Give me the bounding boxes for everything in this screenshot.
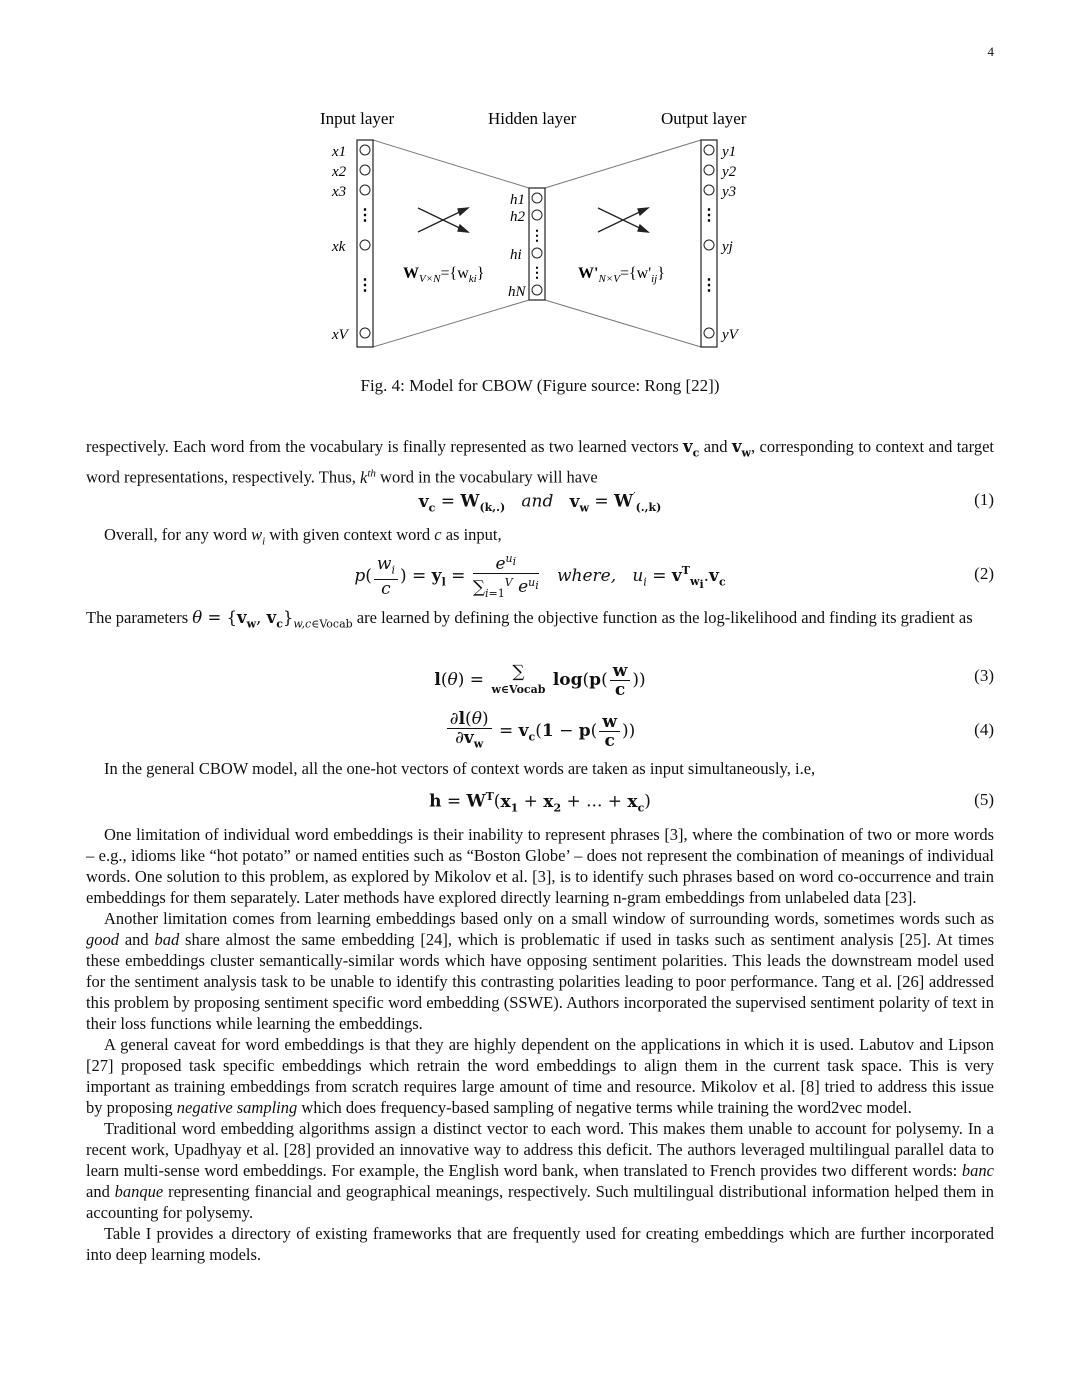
input-label: xk xyxy=(332,239,346,255)
input-weight-label: $W_{V\times N}=\{w_{ki}\}$ xyxy=(403,265,485,285)
paragraph: respectively. Each word from the vocabulary is finally represented as two learned vectors $v_c$ and $v_w$, corresponding to context and target word representations, respectively. Thus, $k^{th}$ word in the vocabulary will have xyxy=(86,437,994,487)
paragraph: A general caveat for word embeddings is that they are highly dependent on the applications in which it is used. Labutov and Lipson [27] proposed task specific embeddings which retrain the word embeddings to align them in the current task space. This is very important as training embeddings from scratch requires large amount of time and resource. Mikolov et al. [8] tried to address this issue by proposing negative sampling which does frequency-based sampling of negative terms while training the word2vec model. xyxy=(86,1035,994,1117)
hidden-layer-box xyxy=(529,188,545,300)
svg-text:⋮: ⋮ xyxy=(701,277,717,294)
input-label: xV xyxy=(332,327,348,343)
cbow-diagram xyxy=(300,100,780,365)
paragraph: Traditional word embedding algorithms assign a distinct vector to each word. This makes them unable to account for polysemy. In a recent work, Upadhyay et al. [28] provided an innovative way to address this deficit. The authors leveraged multilingual parallel data to learn multi-sense word embeddings. For example, the English word bank, when translated to French provides two different words: banc and banque representing financial and geographical meanings, respectively. Such multilingual distributional information helped them in accounting for polysemy. xyxy=(86,1119,994,1222)
figure-caption: Fig. 4: Model for CBOW (Figure source: Rong [22]) xyxy=(360,376,720,395)
svg-text:⋮: ⋮ xyxy=(357,207,373,224)
connector-line xyxy=(373,140,529,188)
cross-arrows-left xyxy=(418,208,468,232)
output-label: y1 xyxy=(722,144,737,160)
paragraph: Table I provides a directory of existing frameworks that are frequently used for creating embeddings which are further incorporated into deep learning models. xyxy=(86,1224,994,1264)
output-label: y2 xyxy=(722,164,737,180)
input-label: x3 xyxy=(332,184,347,200)
hidden-label: hN xyxy=(508,284,526,300)
paragraph: One limitation of individual word embeddings is their inability to represent phrases [3], where the combination of two or more words – e.g., idioms like “hot potato” or named entities such as “Boston Globe’ – does not represent the combination of meanings of individual words. One solution to this problem, as explored by Mikolov et al. [3], is to identify such phrases based on word co-occurrence and train embeddings for them separately. Later methods have explored directly learning n-gram embeddings from unlabeled data [23]. xyxy=(86,825,994,907)
body-text xyxy=(86,824,994,1265)
svg-text:⋮: ⋮ xyxy=(357,277,373,294)
paragraph: Another limitation comes from learning embeddings based only on a small window of surrounding words, sometimes words such as good and bad share almost the same embedding [24], which is problematic if used in tasks such as sentiment analysis [25]. At times these embeddings cluster semantically-similar words which have opposing sentiment polarities. This leads the downstream model used for the sentiment analysis task to be unable to identify this contrasting polarities leading to poor performance. Tang et al. [26] addressed this problem by proposing sentiment specific word embedding (SSWE). Authors incorporated the supervised sentiment polarity of text in their loss functions while learning the embeddings. xyxy=(86,909,994,1033)
svg-text:⋮: ⋮ xyxy=(530,266,544,281)
paragraph: In the general CBOW model, all the one-hot vectors of context words are taken as input simultaneously, i.e, xyxy=(104,759,816,778)
equation-3: l(θ) = ∑ w∈Vocab log(p( $\frac{w}{c}$ )) (3) xyxy=(434,661,994,700)
equation-4: $\frac{\partial l(\theta)}{\partial v_w}$ = $v_c(1 - p$( $\frac{w}{c}$ )) (4) xyxy=(86,706,994,752)
page-number: 4 xyxy=(987,44,994,59)
connector-line xyxy=(545,140,701,188)
paragraph: The parameters $\theta = \{v_w$, $v_c\}_{w,c\in Vocab}$ are learned by defining the objective function as the log-likelihood and finding its gradient as xyxy=(86,608,973,631)
svg-text:⋮: ⋮ xyxy=(530,229,544,244)
input-layer-title: Input layer xyxy=(320,109,395,128)
output-layer-title: Output layer xyxy=(661,109,747,128)
connector-line xyxy=(545,300,701,347)
output-label: yV xyxy=(722,327,738,343)
output-weight-label: $W'_{N\times V}=\{w'_{ij}\}$ xyxy=(578,265,665,285)
input-label: x2 xyxy=(332,164,347,180)
paragraph: Overall, for any word $w_i$ with given context word c as input, xyxy=(104,525,502,548)
hidden-layer-title: Hidden layer xyxy=(488,109,577,128)
output-label: yj xyxy=(722,239,733,255)
equation-2: p( $\frac{w_i}{c}$ ) = $y_l$ = $\frac{e^{u_i}}{\sum_{i=1}^V e^{u_i}}$ where, $u_i = v^T_{w_i}.v_c$ (2) xyxy=(354,552,994,600)
hidden-label: hi xyxy=(510,247,522,263)
input-label: x1 xyxy=(332,144,347,160)
hidden-label: h2 xyxy=(510,209,525,225)
svg-text:⋮: ⋮ xyxy=(701,207,717,224)
hidden-label: h1 xyxy=(510,192,525,208)
connector-line xyxy=(373,300,529,347)
output-label: y3 xyxy=(722,184,737,200)
equation-1: $v_c = W_{(k,.)}$ and $v_w = W'_{(.,k)}$ (1) xyxy=(418,490,994,515)
equation-5: $h = W^T(x_1 + x_2$ + ... + $x_c$) (5) xyxy=(429,790,994,815)
cross-arrows-right xyxy=(598,208,648,232)
